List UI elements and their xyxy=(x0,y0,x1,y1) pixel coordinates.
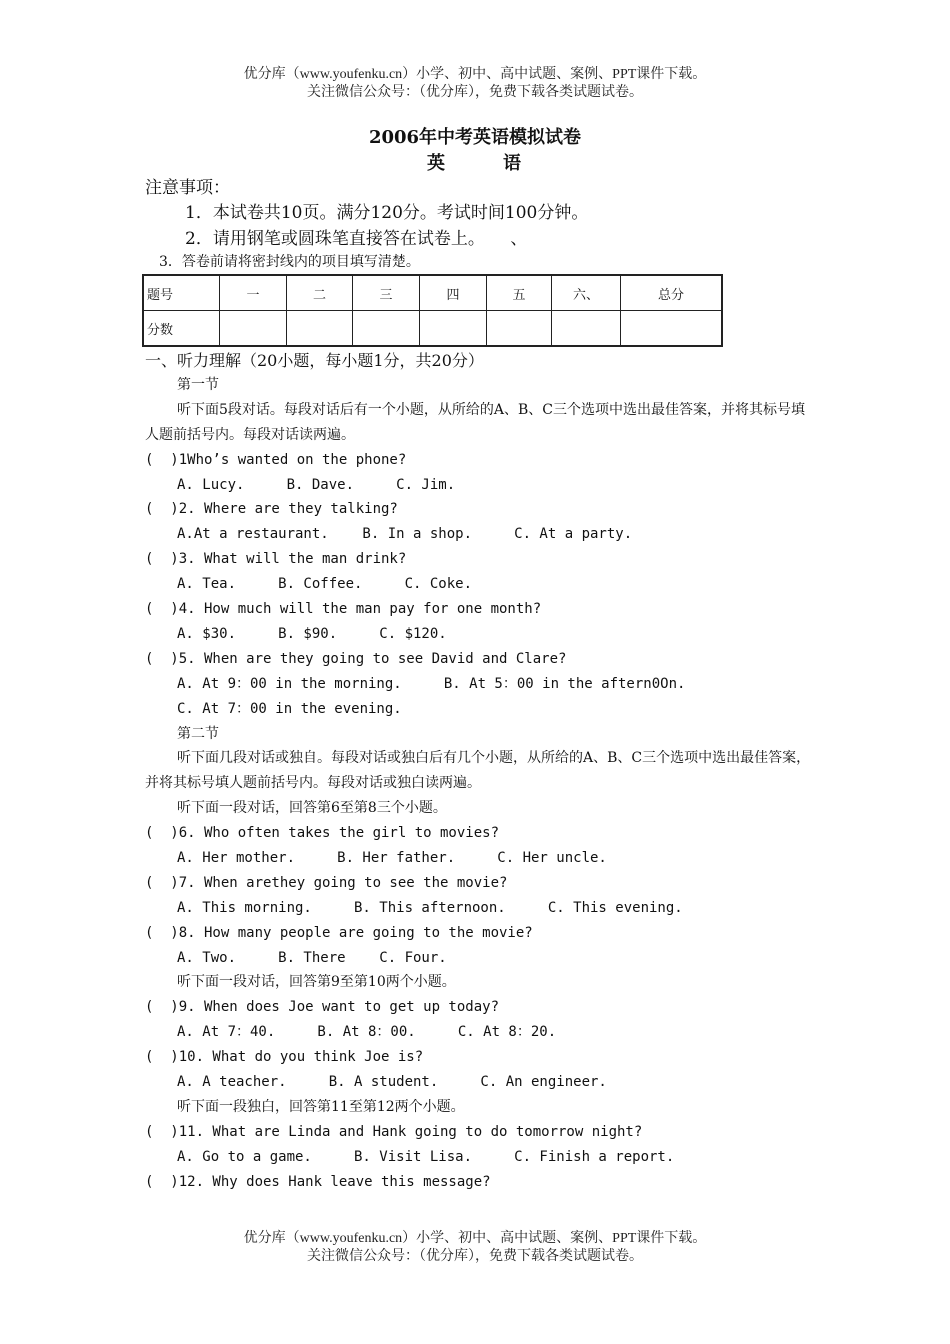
question-5-options-cont: C. At 7：00 in the evening. xyxy=(177,700,402,717)
header-line-1: 优分库（www.youfenku.cn）小学、初中、高中试题、案例、PPT课件下载。 xyxy=(243,67,707,82)
question-3: ( )3. What will the man drink? xyxy=(145,551,407,568)
subject-char-2: 语 xyxy=(503,153,523,174)
question-1-options: A. Lucy. B. Dave. C. Jim. xyxy=(177,476,456,493)
question-7: ( )7. When arethey going to see the movie? xyxy=(145,874,508,891)
score-cell[interactable] xyxy=(487,311,552,347)
notice-item-3: 3．答卷前请将密封线内的项目填写清楚。 xyxy=(159,254,420,270)
question-5: ( )5. When are they going to see David and Clare? xyxy=(145,650,567,667)
question-3-options: A. Tea. B. Coffee. C. Coke. xyxy=(177,576,473,593)
question-4-options: A. $30. B. $90. C. $120. xyxy=(177,625,447,642)
score-cell[interactable] xyxy=(552,311,621,347)
question-1: ( )1Who’s wanted on the phone? xyxy=(145,451,407,468)
lead-11-12: 听下面一段独白，回答第11至第12两个小题。 xyxy=(177,1098,465,1115)
question-6: ( )6. Who often takes the girl to movies? xyxy=(145,825,500,842)
page-footer xyxy=(0,1230,950,1266)
score-table-header-row xyxy=(143,275,722,311)
score-header-cell: 总分 xyxy=(621,275,723,311)
question-6-options: A. Her mother. B. Her father. C. Her uncle. xyxy=(177,849,607,866)
part-2-instruction: 听下面几段对话或独自。每段对话或独白后有几个小题，从所给的A、B、C三个选项中选出最佳答案，并将其标号填人题前括号内。每段对话或独白读两遍。 xyxy=(145,750,811,792)
score-header-cell: 题号 xyxy=(143,275,220,311)
score-header-cell: 一 xyxy=(220,275,287,311)
score-header-cell: 二 xyxy=(287,275,353,311)
exam-title: 2006年中考英语模拟试卷 xyxy=(368,127,582,148)
footer-line-1: 优分库（www.youfenku.cn）小学、初中、高中试题、案例、PPT课件下载。 xyxy=(243,1231,707,1246)
notice-heading: 注意事项： xyxy=(145,178,230,198)
question-7-options: A. This morning. B. This afternoon. C. This evening. xyxy=(177,899,683,916)
score-header-cell: 五 xyxy=(487,275,552,311)
notice-item-1: 1．本试卷共10页。满分120分。考试时间100分钟。 xyxy=(185,203,589,223)
subject-char-1: 英 xyxy=(427,153,447,174)
lead-9-10: 听下面一段对话，回答第9至第10两个小题。 xyxy=(177,974,456,991)
score-cell[interactable] xyxy=(420,311,487,347)
question-2-options: A.At a restaurant. B. In a shop. C. At a party. xyxy=(177,526,633,543)
score-header-cell: 六、 xyxy=(552,275,621,311)
listening-section xyxy=(145,373,815,1194)
score-row-label: 分数 xyxy=(143,311,220,347)
score-cell[interactable] xyxy=(621,311,723,347)
question-10: ( )10. What do you think Joe is? xyxy=(145,1049,424,1066)
question-4: ( )4. How much will the man pay for one month? xyxy=(145,601,542,618)
question-9: ( )9. When does Joe want to get up today? xyxy=(145,999,500,1016)
lead-6-8: 听下面一段对话，回答第6至第8三个小题。 xyxy=(177,800,447,817)
score-table xyxy=(142,274,723,347)
header-line-2: 关注微信公众号：（优分库），免费下载各类试题试卷。 xyxy=(307,85,643,100)
question-11-options: A. Go to a game. B. Visit Lisa. C. Finish a report. xyxy=(177,1148,675,1165)
score-cell[interactable] xyxy=(353,311,420,347)
question-5-options: A. At 9：00 in the morning. B. At 5：00 in the aftern0On. xyxy=(177,675,686,692)
score-header-cell: 四 xyxy=(420,275,487,311)
part-1-title: 第一节 xyxy=(177,377,219,393)
part-2-title: 第二节 xyxy=(177,725,219,742)
exam-subject xyxy=(0,152,950,176)
question-12: ( )12. Why does Hank leave this message? xyxy=(145,1173,491,1190)
page-header xyxy=(0,66,950,102)
question-8-options: A. Two. B. There C. Four. xyxy=(177,949,447,966)
footer-line-2: 关注微信公众号：（优分库），免费下载各类试题试卷。 xyxy=(307,1249,643,1264)
question-9-options: A. At 7：40. B. At 8：00. C. At 8：20. xyxy=(177,1024,557,1041)
notice-block xyxy=(145,176,825,272)
part-1-instruction: 听下面5段对话。每段对话后有一个小题，从所给的A、B、C三个选项中选出最佳答案，并将其标号填人题前括号内。每段对话读两遍。 xyxy=(145,401,806,443)
score-cell[interactable] xyxy=(220,311,287,347)
question-2: ( )2. Where are they talking? xyxy=(145,501,398,518)
section-1-title: 一、听力理解（20小题，每小题1分，共20分） xyxy=(145,351,484,370)
question-11: ( )11. What are Linda and Hank going to do tomorrow night? xyxy=(145,1123,643,1140)
question-8: ( )8. How many people are going to the movie? xyxy=(145,924,533,941)
score-header-cell: 三 xyxy=(353,275,420,311)
score-table-score-row xyxy=(143,311,722,347)
score-cell[interactable] xyxy=(287,311,353,347)
notice-item-2: 2．请用钢笔或圆珠笔直接答在试卷上。 、 xyxy=(185,229,528,249)
question-10-options: A. A teacher. B. A student. C. An engineer. xyxy=(177,1074,607,1090)
